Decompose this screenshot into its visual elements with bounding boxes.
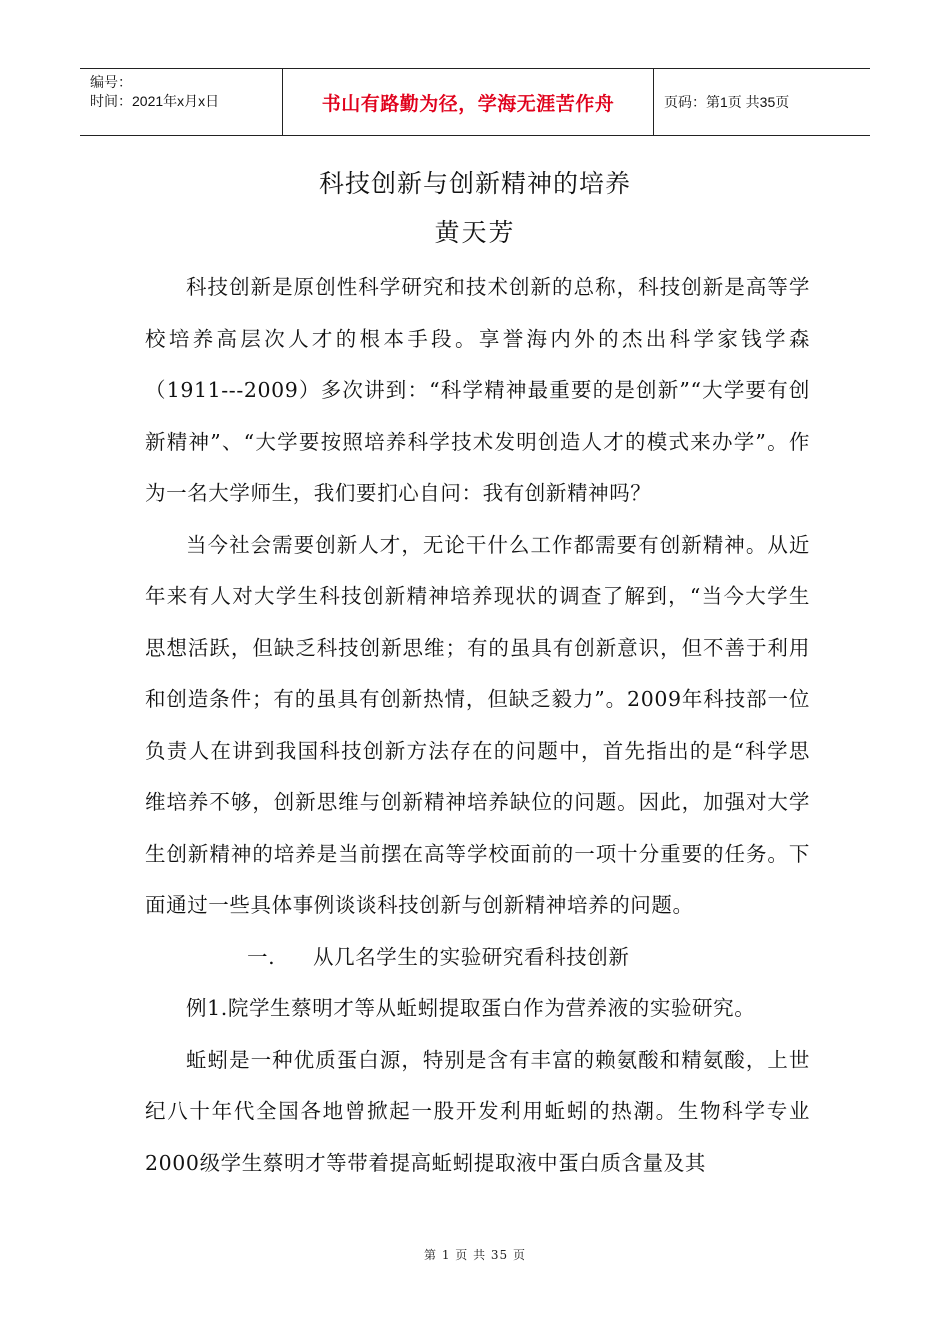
number-label: 编号： — [90, 74, 132, 90]
page-footer: 第 1 页 共 35 页 — [424, 1248, 526, 1262]
document-body — [145, 262, 810, 1189]
paragraph-2: 当今社会需要创新人才，无论干什么工作都需要有创新精神。从近年来有人对大学生科技创新精神培养现状的调查了解到，“当今大学生思想活跃，但缺乏科技创新思维；有的虽具有创新意识，但不善于利用和创造条件；有的虽具有创新热情，但缺乏毅力”。2009年科技部一位负责人在讲到我国科技创新方法存在的问题中，首先指出的是“科学思维培养不够，创新思维与创新精神培养缺位的问题。因此，加强对大学生创新精神的培养是当前摆在高等学校面前的一项十分重要的任务。下面通过一些具体事例谈谈科技创新与创新精神培养的问题。 — [145, 532, 810, 917]
header-page-info: 页码：第1页 共35页 — [664, 94, 790, 110]
document-title: 科技创新与创新精神的培养 — [318, 169, 631, 198]
paragraph-3: 蚯蚓是一种优质蛋白源，特别是含有丰富的赖氨酸和精氨酸，上世纪八十年代全国各地曾掀起一股开发利用蚯蚓的热潮。生物科学专业2000级学生蔡明才等带着提高蚯蚓提取液中蛋白质含量及其 — [145, 1047, 810, 1175]
header-motto: 书山有路勤为径，学海无涯苦作舟 — [283, 69, 654, 135]
section-number: 一. — [247, 944, 276, 969]
paragraph-1: 科技创新是原创性科学研究和技术创新的总称，科技创新是高等学校培养高层次人才的根本手段。享誉海内外的杰出科学家钱学森（1911---2009）多次讲到：“科学精神最重要的是创新”“大学要有创新精神”、“大学要按照培养科学技术发明创造人才的模式来办学”。作为一名大学师生，我们要扪心自问：我有创新精神吗？ — [145, 275, 810, 505]
section-heading — [145, 932, 810, 984]
example-line: 例1.院学生蔡明才等从蚯蚓提取蛋白作为营养液的实验研究。 — [186, 996, 756, 1020]
section-title: 从几名学生的实验研究看科技创新 — [313, 944, 630, 969]
document-header — [80, 68, 870, 136]
document-author: 黄天芳 — [434, 218, 516, 247]
header-meta — [80, 69, 283, 135]
time-label: 时间：2021年x月x日 — [90, 93, 220, 109]
